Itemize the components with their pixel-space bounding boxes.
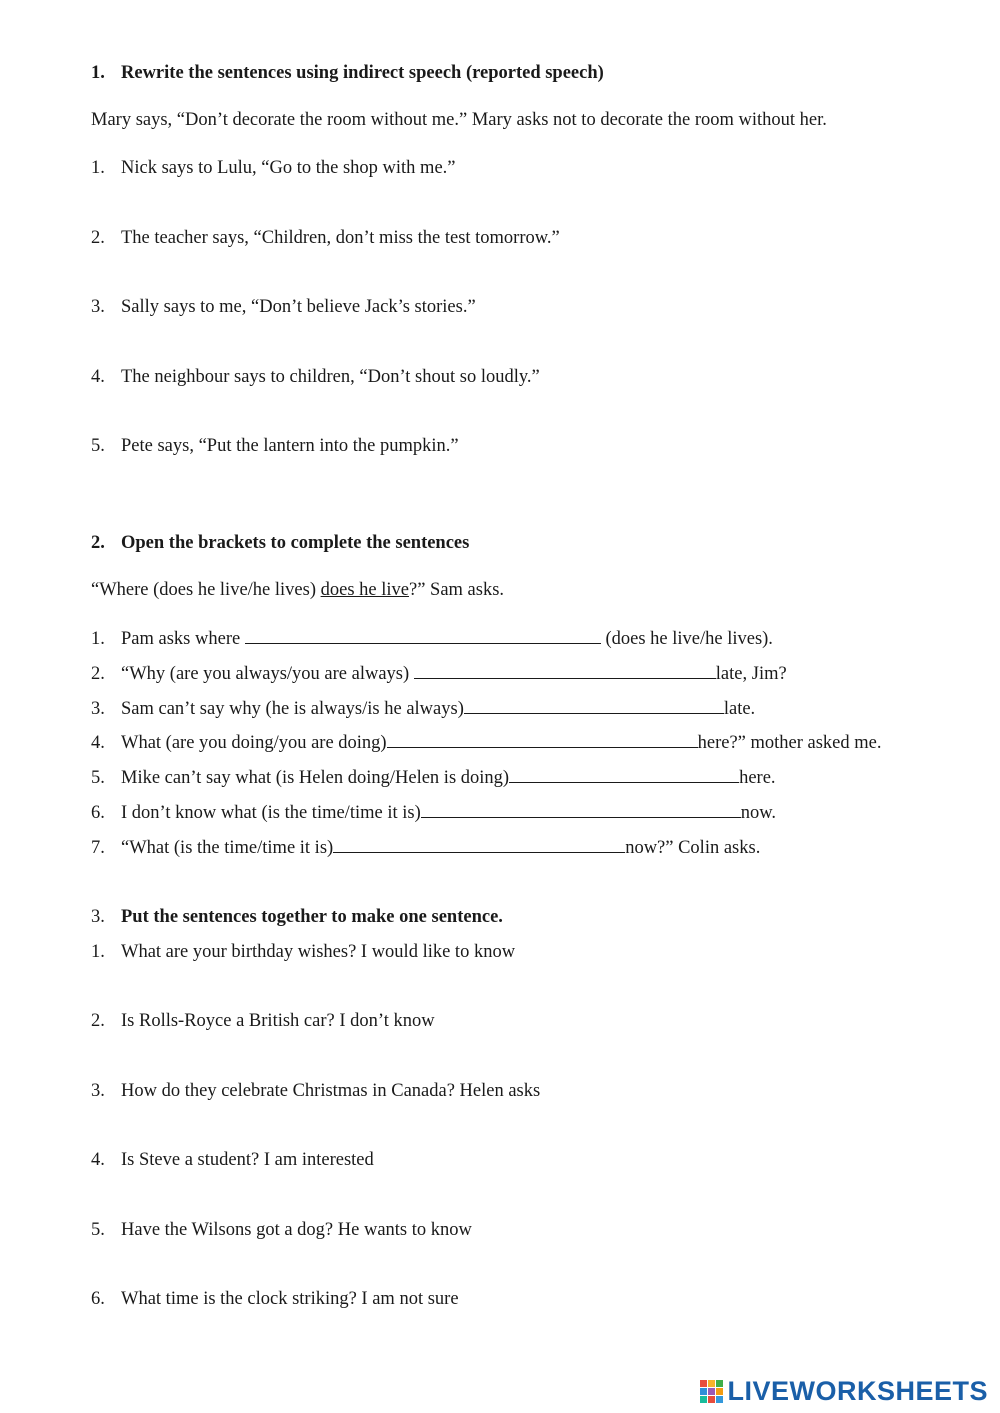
item-text: Is Steve a student? I am interested (121, 1150, 374, 1170)
section3-heading-number: 3. (91, 907, 105, 927)
logo-block (716, 1388, 723, 1395)
section3-item-4 (91, 1149, 374, 1171)
section1-heading (91, 62, 604, 84)
section1-example: Mary says, “Don’t decorate the room without me.” Mary asks not to decorate the room without her. (91, 110, 827, 130)
answer-blank[interactable] (414, 662, 716, 679)
item-prefix: Sam can’t say why (he is always/is he always) (121, 699, 464, 719)
section1-item-4 (91, 366, 540, 388)
section3-item-1 (91, 941, 515, 963)
logo-block (708, 1380, 715, 1387)
logo-block (700, 1396, 707, 1403)
item-prefix: “What (is the time/time it is) (121, 838, 334, 858)
item-number: 4. (91, 733, 105, 753)
item-number: 6. (91, 1289, 105, 1309)
item-number: 1. (91, 158, 105, 178)
logo-block (716, 1380, 723, 1387)
section2-item-5 (91, 766, 776, 789)
item-suffix: now. (740, 803, 777, 823)
item-text: Pete says, “Put the lantern into the pumpkin.” (121, 436, 459, 456)
section3-item-6 (91, 1288, 459, 1310)
item-number: 3. (91, 1081, 105, 1101)
logo-text: LIVEWORKSHEETS (727, 1375, 988, 1406)
logo-block (708, 1388, 715, 1395)
section1-heading-number: 1. (91, 63, 105, 83)
item-number: 4. (91, 367, 105, 387)
section3-item-3 (91, 1080, 540, 1102)
item-number: 2. (91, 664, 105, 684)
logo-block (700, 1388, 707, 1395)
item-prefix: Pam asks where (121, 629, 245, 649)
section3-item-2 (91, 1010, 435, 1032)
item-prefix: I don’t know what (is the time/time it is) (121, 803, 421, 823)
item-suffix: late. (723, 699, 756, 719)
section2-heading (91, 532, 469, 554)
item-text: Have the Wilsons got a dog? He wants to know (121, 1220, 472, 1240)
item-prefix: Mike can’t say what (is Helen doing/Helen is doing) (121, 768, 510, 788)
section2-item-4 (91, 731, 882, 754)
item-prefix: What (are you doing/you are doing) (121, 733, 387, 753)
section1-item-3 (91, 296, 476, 318)
logo-block (700, 1380, 707, 1387)
section2-item-7 (91, 836, 760, 859)
section3-heading-text: Put the sentences together to make one sentence. (121, 907, 503, 927)
section1-item-2 (91, 227, 560, 249)
item-number: 3. (91, 699, 105, 719)
item-number: 7. (91, 838, 105, 858)
logo-block (716, 1396, 723, 1403)
item-text: The teacher says, “Children, don’t miss the test tomorrow.” (121, 228, 560, 248)
item-text: What are your birthday wishes? I would like to know (121, 942, 516, 962)
section2-item-2 (91, 662, 787, 685)
section1-item-5 (91, 435, 459, 457)
item-text: Sally says to me, “Don’t believe Jack’s stories.” (121, 297, 476, 317)
item-text: Nick says to Lulu, “Go to the shop with me.” (121, 158, 456, 178)
item-number: 4. (91, 1150, 105, 1170)
item-prefix: “Why (are you always/you are always) (121, 664, 414, 684)
logo-blocks-icon (700, 1380, 723, 1403)
example-suffix: ?” Sam asks. (408, 580, 505, 600)
item-text: How do they celebrate Christmas in Canada? Helen asks (121, 1081, 541, 1101)
answer-blank[interactable] (387, 731, 698, 748)
answer-blank[interactable] (464, 697, 724, 714)
item-number: 5. (91, 436, 105, 456)
item-number: 6. (91, 803, 105, 823)
logo-block (708, 1396, 715, 1403)
item-suffix: now?” Colin asks. (625, 838, 761, 858)
answer-blank[interactable] (333, 836, 625, 853)
item-number: 2. (91, 228, 105, 248)
item-text: Is Rolls-Royce a British car? I don’t know (121, 1011, 435, 1031)
item-suffix: here?” mother asked me. (697, 733, 882, 753)
item-suffix: late, Jim? (715, 664, 787, 684)
answer-blank[interactable] (245, 627, 601, 644)
item-number: 5. (91, 768, 105, 788)
section2-item-6 (91, 801, 776, 824)
section3-item-5 (91, 1219, 472, 1241)
item-text: What time is the clock striking? I am not sure (121, 1289, 459, 1309)
item-suffix: (does he live/he lives). (600, 629, 773, 649)
item-number: 1. (91, 629, 105, 649)
section2-item-1 (91, 627, 773, 650)
item-suffix: here. (739, 768, 776, 788)
section1-item-1 (91, 157, 456, 179)
item-number: 5. (91, 1220, 105, 1240)
section2-example (91, 579, 504, 601)
liveworksheets-logo (700, 1375, 988, 1406)
example-answer: does he live (320, 580, 409, 600)
section2-heading-text: Open the brackets to complete the sentences (121, 533, 470, 553)
example-prefix: “Where (does he live/he lives) (91, 580, 321, 600)
section1-heading-text: Rewrite the sentences using indirect speech (reported speech) (121, 63, 604, 83)
section2-heading-number: 2. (91, 533, 105, 553)
section3-heading (91, 906, 503, 928)
item-number: 1. (91, 942, 105, 962)
item-number: 3. (91, 297, 105, 317)
answer-blank[interactable] (421, 801, 741, 818)
section2-item-3 (91, 697, 755, 720)
answer-blank[interactable] (509, 766, 739, 783)
item-number: 2. (91, 1011, 105, 1031)
item-text: The neighbour says to children, “Don’t shout so loudly.” (121, 367, 540, 387)
